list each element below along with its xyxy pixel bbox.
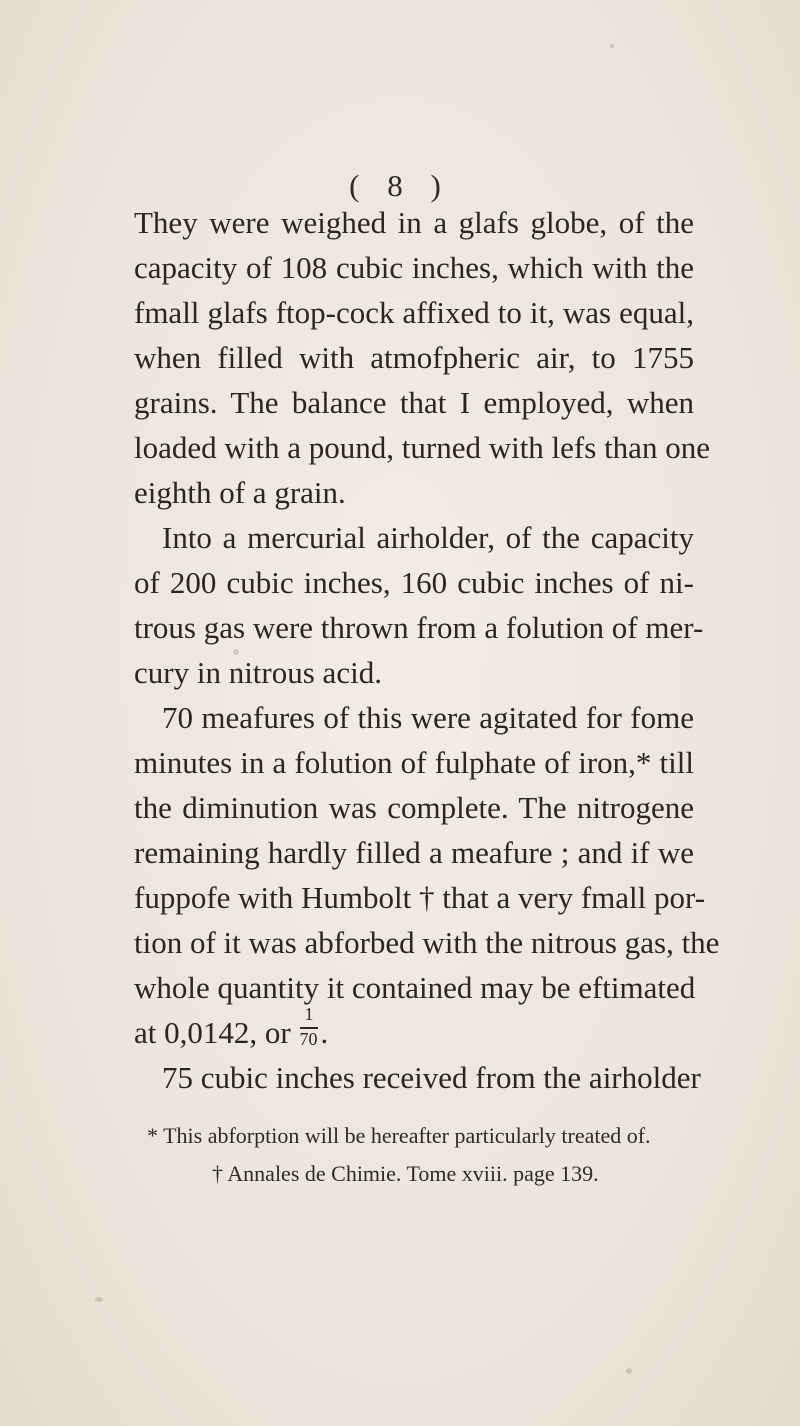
fraction-denominator: 70 [299,1029,318,1049]
footnote: * This abforption will be hereafter particularly treated of. [147,1123,651,1148]
paragraph-start-line: 75 cubic inches received from the airholder [162,1060,701,1095]
paper-speck [626,1368,632,1374]
fraction-numerator: 1 [304,1004,314,1024]
text-line: cury in nitrous acid. [134,655,382,690]
text-line: when filled with atmofpheric air, to 1755 [134,340,694,375]
paragraph-start-line: Into a mercurial airholder, of the capacity [162,520,694,555]
text-line: fuppofe with Humbolt † that a very fmall por- [134,880,706,915]
fraction [298,1004,320,1055]
page-number-header: ( 8 ) [349,168,451,203]
text-line: tion of it was abforbed with the nitrous gas, the [134,925,720,960]
text-line-with-fraction [134,1004,694,1055]
paper-speck [233,649,239,655]
text-line: trous gas were thrown from a folution of mer- [134,610,704,645]
text-line: minutes in a folution of fulphate of iron,* till [134,745,694,780]
paper-speck [95,1297,103,1302]
paragraph-start-line: 70 meafures of this were agitated for fome [162,700,694,735]
text-line: capacity of 108 cubic inches, which with the [134,250,694,285]
text-line: They were weighed in a glafs globe, of the [134,205,694,240]
text-line: eighth of a grain. [134,475,346,510]
footnote: † Annales de Chimie. Tome xviii. page 139. [212,1161,599,1186]
text-line: of 200 cubic inches, 160 cubic inches of ni- [134,565,694,600]
paper-speck [610,44,614,48]
text-line: the diminution was complete. The nitrogene [134,790,694,825]
text-line: fmall glafs ftop-cock affixed to it, was equal, [134,295,694,330]
text-line: loaded with a pound, turned with lefs than one [134,430,710,465]
text-line: whole quantity it contained may be eftimated [134,970,696,1005]
text-line: remaining hardly filled a meafure ; and if we [134,835,694,870]
text-line: grains. The balance that I employed, when [134,385,694,420]
fraction-suffix: . [320,1015,329,1050]
text-segment: at 0,0142, or [134,1015,291,1050]
